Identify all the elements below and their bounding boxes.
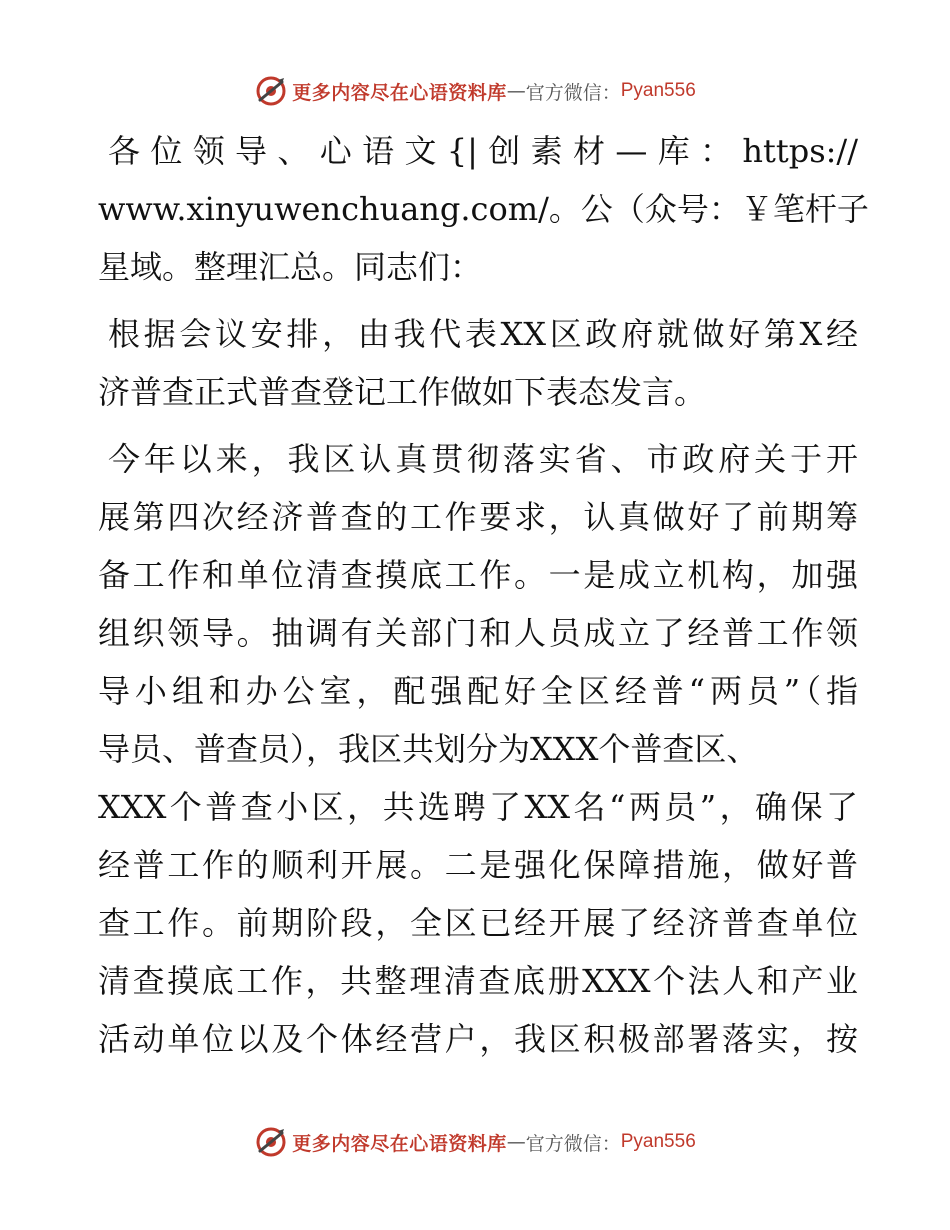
text-line: 展第四次经济普查的工作要求，认真做好了前期筹 [98, 498, 858, 536]
logo-icon [254, 1125, 288, 1159]
document-body [98, 122, 869, 1068]
text-line: 备工作和单位清查摸底工作。一是成立机构，加强 [98, 556, 858, 594]
text-line: 活动单位以及个体经营户，我区积极部署落实，按 [98, 1020, 858, 1058]
text-line: www.xinyuwenchuang.com/。公（众号：￥笔杆子 [98, 190, 869, 228]
watermark-wechat-id: Pyan556 [620, 1131, 696, 1152]
text-line: 济普查正式普查登记工作做如下表态发言。 [98, 373, 707, 411]
watermark-main-text: 更多内容尽在心语资料库 [292, 81, 507, 104]
text-line: 根据会议安排，由我代表XX区政府就做好第X经 [108, 315, 858, 353]
text-line: 查工作。前期阶段，全区已经开展了经济普查单位 [98, 904, 858, 942]
text-line: 清查摸底工作，共整理清查底册XXX个法人和产业 [98, 962, 858, 1000]
watermark-sub-text: 官方微信： [525, 1132, 621, 1155]
text-line: XXX个普查小区，共选聘了XX名“两员”，确保了 [98, 788, 858, 826]
watermark-wechat-id: Pyan556 [620, 80, 696, 101]
watermark-header [0, 71, 950, 111]
text-line: 今年以来，我区认真贯彻落实省、市政府关于开 [108, 440, 858, 478]
watermark-dash: — [506, 1131, 526, 1153]
paragraph-intro [98, 305, 858, 421]
watermark-main-text: 更多内容尽在心语资料库 [292, 1132, 507, 1155]
paragraph-body [98, 430, 858, 1068]
watermark-sub-text: 官方微信： [525, 81, 621, 104]
text-line: 组织领导。抽调有关部门和人员成立了经普工作领 [98, 614, 858, 652]
text-line: 经普工作的顺利开展。二是强化保障措施，做好普 [98, 846, 858, 884]
text-line: 导员、普查员），我区共划分为XXX个普查区、 [98, 730, 759, 768]
watermark-dash: — [506, 80, 526, 102]
watermark-footer [0, 1122, 950, 1162]
text-line: 各位领导、心语文{|创素材—库：https:// [108, 132, 858, 170]
text-line: 星域。整理汇总。同志们： [98, 248, 483, 286]
text-line: 导小组和办公室，配强配好全区经普“两员”（指 [98, 672, 858, 710]
logo-icon [254, 74, 288, 108]
paragraph-greeting [98, 122, 869, 296]
